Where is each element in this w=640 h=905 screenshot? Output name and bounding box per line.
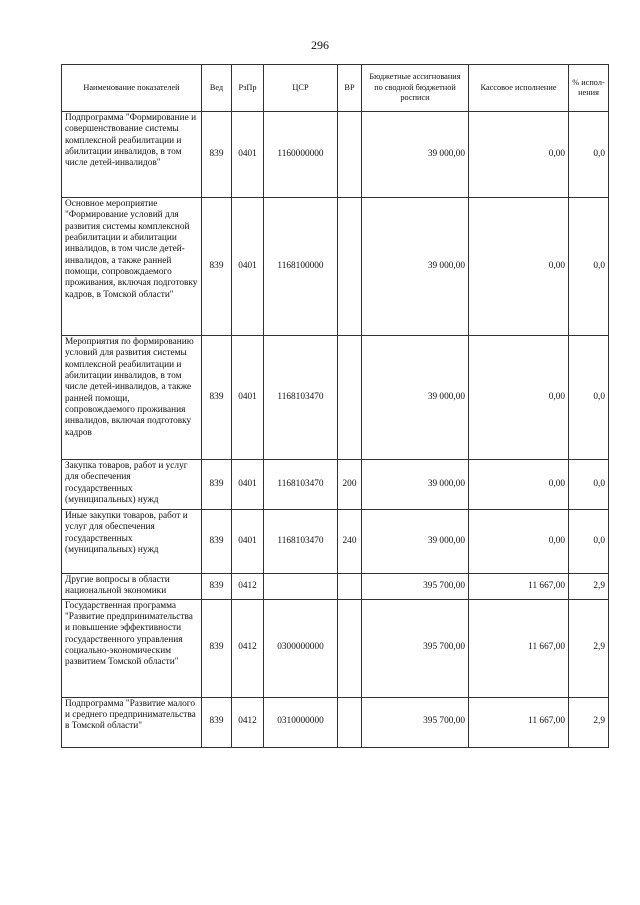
table-row <box>62 574 609 600</box>
row-budget: 395 700,00 <box>362 574 469 600</box>
row-name: Основное мероприятие "Формирование условий для развития системы комплексной реабилитации и абилитации инвалидов, в том числе детей-инвалидов, а также ранней помощи, сопровождаемого проживания, включая подготовку кадров, в Томской области" <box>62 198 202 336</box>
row-budget: 39 000,00 <box>362 460 469 510</box>
row-cash: 11 667,00 <box>469 697 569 747</box>
row-ved: 839 <box>202 460 232 510</box>
row-cash: 0,00 <box>469 510 569 574</box>
row-vr: 240 <box>338 510 362 574</box>
row-percent: 0,0 <box>569 336 609 460</box>
row-cash: 0,00 <box>469 336 569 460</box>
row-vr <box>338 697 362 747</box>
row-cash: 0,00 <box>469 460 569 510</box>
row-budget: 395 700,00 <box>362 697 469 747</box>
row-rzpr: 0401 <box>232 198 264 336</box>
row-csr: 0300000000 <box>264 599 338 697</box>
table-row <box>62 599 609 697</box>
row-budget: 39 000,00 <box>362 510 469 574</box>
col-header-vr: ВР <box>338 65 362 112</box>
row-ved: 839 <box>202 198 232 336</box>
row-rzpr: 0401 <box>232 460 264 510</box>
row-csr <box>264 574 338 600</box>
table-row <box>62 112 609 198</box>
row-name: Подпрограмма "Формирование и совершенствование системы комплексной реабилитации и абилитации инвалидов, в том числе детей-инвалидов" <box>62 112 202 198</box>
row-vr <box>338 574 362 600</box>
row-rzpr: 0412 <box>232 697 264 747</box>
table-row <box>62 510 609 574</box>
row-percent: 2,9 <box>569 599 609 697</box>
row-cash: 0,00 <box>469 198 569 336</box>
row-percent: 0,0 <box>569 460 609 510</box>
row-vr <box>338 112 362 198</box>
page-number: 296 <box>311 38 329 52</box>
row-vr: 200 <box>338 460 362 510</box>
row-csr: 1160000000 <box>264 112 338 198</box>
row-vr <box>338 198 362 336</box>
row-ved: 839 <box>202 336 232 460</box>
row-rzpr: 0401 <box>232 336 264 460</box>
row-ved: 839 <box>202 599 232 697</box>
table-row <box>62 198 609 336</box>
budget-execution-table <box>61 64 609 748</box>
row-rzpr: 0401 <box>232 510 264 574</box>
col-header-percent: % испол-нения <box>569 65 609 112</box>
row-rzpr: 0412 <box>232 574 264 600</box>
col-header-ved: Вед <box>202 65 232 112</box>
row-csr: 0310000000 <box>264 697 338 747</box>
row-ved: 839 <box>202 510 232 574</box>
row-budget: 395 700,00 <box>362 599 469 697</box>
col-header-cash: Кассовое исполнение <box>469 65 569 112</box>
table-row <box>62 460 609 510</box>
row-ved: 839 <box>202 697 232 747</box>
row-budget: 39 000,00 <box>362 112 469 198</box>
col-header-csr: ЦСР <box>264 65 338 112</box>
col-header-budget: Бюджетные ассигнования по сводной бюджетной росписи <box>362 65 469 112</box>
row-name: Другие вопросы в области национальной экономики <box>62 574 202 600</box>
row-ved: 839 <box>202 112 232 198</box>
row-name: Закупка товаров, работ и услуг для обеспечения государственных (муниципальных) нужд <box>62 460 202 510</box>
row-percent: 2,9 <box>569 697 609 747</box>
row-name: Иные закупки товаров, работ и услуг для обеспечения государственных (муниципальных) нужд <box>62 510 202 574</box>
row-name: Подпрограмма "Развитие малого и среднего предпринимательства в Томской области" <box>62 697 202 747</box>
row-budget: 39 000,00 <box>362 198 469 336</box>
row-rzpr: 0412 <box>232 599 264 697</box>
row-csr: 1168100000 <box>264 198 338 336</box>
row-budget: 39 000,00 <box>362 336 469 460</box>
row-cash: 11 667,00 <box>469 574 569 600</box>
row-cash: 0,00 <box>469 112 569 198</box>
row-percent: 0,0 <box>569 510 609 574</box>
row-cash: 11 667,00 <box>469 599 569 697</box>
row-vr <box>338 599 362 697</box>
col-header-name: Наименование показателей <box>62 65 202 112</box>
table-header-row <box>62 65 609 112</box>
col-header-rzpr: РзПр <box>232 65 264 112</box>
row-percent: 0,0 <box>569 112 609 198</box>
row-vr <box>338 336 362 460</box>
table-row <box>62 336 609 460</box>
table-row <box>62 697 609 747</box>
row-percent: 0,0 <box>569 198 609 336</box>
row-name: Мероприятия по формированию условий для развития системы комплексной реабилитации и абилитации инвалидов, в том числе детей-инвалидов, а также ранней помощи, сопровождаемого проживания инвалидов, включая подготовку кадров <box>62 336 202 460</box>
row-percent: 2,9 <box>569 574 609 600</box>
row-csr: 1168103470 <box>264 460 338 510</box>
row-csr: 1168103470 <box>264 336 338 460</box>
row-csr: 1168103470 <box>264 510 338 574</box>
row-name: Государственная программа "Развитие предпринимательства и повышение эффективности государственного управления социально-экономическим развитием Томской области" <box>62 599 202 697</box>
row-rzpr: 0401 <box>232 112 264 198</box>
row-ved: 839 <box>202 574 232 600</box>
